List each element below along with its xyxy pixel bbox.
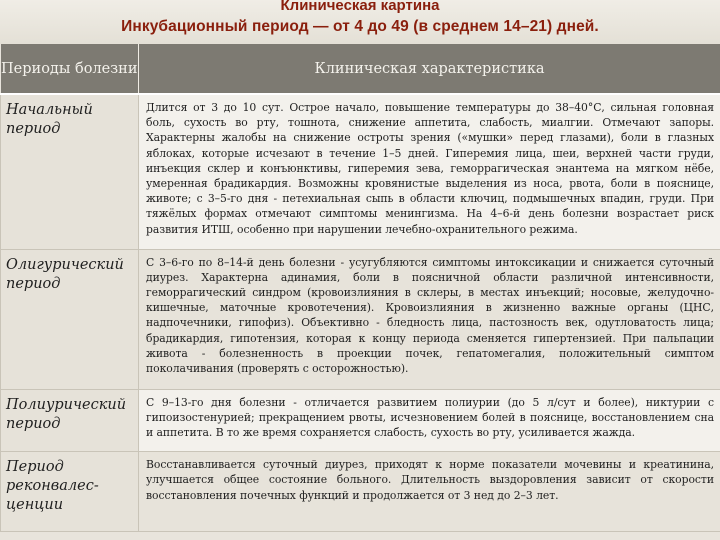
period-description: С 3–6-го по 8–14-й день болезни - усугубляются симптомы интоксикации и снижается суточный диурез. Характерна адинамия, боли в поясничной области различной интенсивности, геморрагический синдром (кровоизлияния в склеры, в местах инъекций; носовые, желудочно-кишечные, маточные кровотечения). Кровоизлияния в жизненно важные органы (ЦНС, надпочечники, гипофиз). Объективно - бледность лица, пастозность век, одутловатость лица; брадикардия, гипотензия, которая к концу периода сменяется гипертензией. При пальпации живота - болезненность в проекции почек, гепатомегалия, положительный симптом поколачивания (проверять с осторожностью). bbox=[139, 249, 720, 389]
table-row bbox=[1, 451, 720, 531]
period-name: Олигурический период bbox=[1, 249, 139, 389]
period-name: Период реконвалес-ценции bbox=[1, 451, 139, 531]
slide-title-block bbox=[0, 0, 720, 44]
slide-subtitle: Инкубационный период — от 4 до 49 (в среднем 14–21) дней. bbox=[121, 18, 599, 35]
header-characteristic: Клиническая характеристика bbox=[139, 44, 720, 94]
period-name: Начальный период bbox=[1, 94, 139, 249]
header-periods: Периоды болезни bbox=[1, 44, 139, 94]
period-description: С 9–13-го дня болезни - отличается развитием полиурии (до 5 л/сут и более), никтурии с гипоизостенурией; прекращением рвоты, исчезновением болей в пояснице, восстановлением сна и аппетита. В то же время сохраняется слабость, сухость во рту, усиливается жажда. bbox=[139, 389, 720, 451]
table-row bbox=[1, 94, 720, 249]
period-description: Восстанавливается суточный диурез, приходят к норме показатели мочевины и креатинина, улучшается общее состояние больного. Длительность выздоровления зависит от скорости восстановления почечных функций и продолжается от 3 нед до 2–3 лет. bbox=[139, 451, 720, 531]
clinical-table bbox=[0, 44, 720, 532]
table-row bbox=[1, 249, 720, 389]
period-name: Полиурический период bbox=[1, 389, 139, 451]
period-description: Длится от 3 до 10 сут. Острое начало, повышение температуры до 38–40°С, сильная головная боль, сухость во рту, тошнота, снижение аппетита, слабость, миалгии. Отмечают запоры. Характерны жалобы на снижение остроты зрения («мушки» перед глазами), боли в глазных яблоках, которые исчезают в течение 1–5 дней. Гиперемия лица, шеи, верхней части груди, инъекция склер и конъюнктивы, гиперемия зева, геморрагическая энантема на мягком нёбе, умеренная брадикардия. Возможны кровянистые выделения из носа, рвота, боли в пояснице, животе; с 3–5-го дня - петехиальная сыпь в области ключиц, подмышечных впадин, груди. При тяжёлых формах отмечают симптомы менингизма. На 4–6-й день болезни возрастает риск развития ИТШ, особенно при нарушении лечебно-охранительного режима. bbox=[139, 94, 720, 249]
table-row bbox=[1, 389, 720, 451]
table-header-row bbox=[1, 44, 720, 94]
slide-title: Клиническая картина bbox=[280, 0, 440, 14]
